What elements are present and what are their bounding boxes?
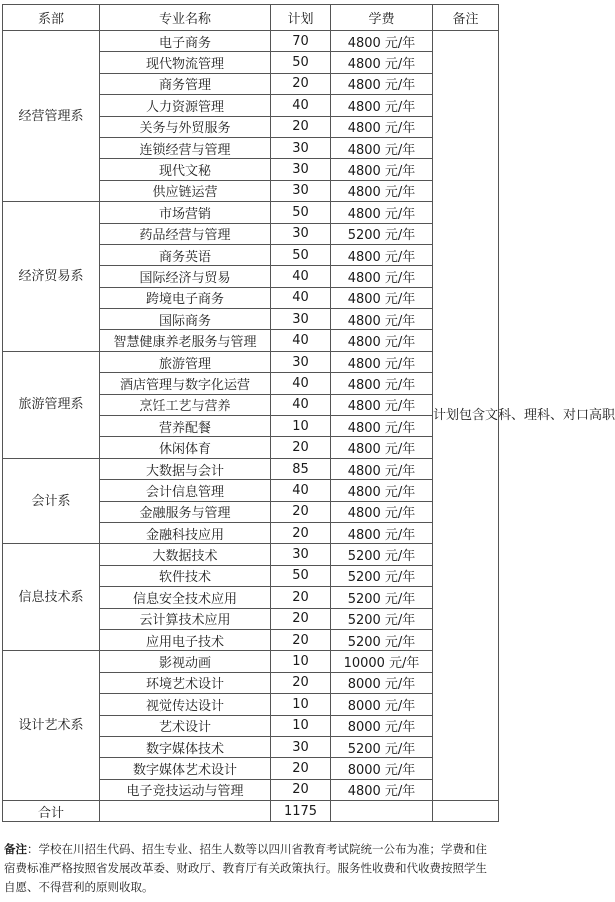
tuition-cell: 4800 元/年	[331, 180, 433, 201]
plan-cell: 30	[271, 309, 331, 330]
department-cell: 经营管理系	[3, 31, 100, 202]
tuition-cell: 5200 元/年	[331, 544, 433, 565]
plan-cell: 20	[271, 73, 331, 94]
major-cell: 软件技术	[100, 565, 271, 586]
major-cell: 跨境电子商务	[100, 287, 271, 308]
department-cell: 会计系	[3, 458, 100, 544]
tuition-cell: 4800 元/年	[331, 159, 433, 180]
major-cell: 金融服务与管理	[100, 501, 271, 522]
tuition-cell: 4800 元/年	[331, 394, 433, 415]
plan-cell: 20	[271, 629, 331, 650]
tuition-cell: 4800 元/年	[331, 52, 433, 73]
plan-cell: 50	[271, 52, 331, 73]
major-cell: 应用电子技术	[100, 629, 271, 650]
plan-cell: 10	[271, 651, 331, 672]
header-department: 系部	[3, 5, 100, 31]
major-cell: 数字媒体技术	[100, 736, 271, 757]
department-cell: 信息技术系	[3, 544, 100, 651]
major-cell: 商务管理	[100, 73, 271, 94]
plan-cell: 20	[271, 522, 331, 543]
plan-cell: 20	[271, 501, 331, 522]
tuition-cell: 4800 元/年	[331, 31, 433, 52]
total-remark-empty	[433, 801, 499, 822]
plan-cell: 40	[271, 330, 331, 351]
footnote-text: ：学校在川招生代码、招生专业、招生人数等以四川省教育考试院统一公布为准；学费和住宿费标准严格按照省发展改革委、财政厅、教育厅有关政策执行。服务性收费和代收费按照学生自愿、不得营利的原则收取。	[4, 842, 487, 894]
header-row	[3, 5, 499, 31]
plan-cell: 50	[271, 565, 331, 586]
tuition-cell: 4800 元/年	[331, 522, 433, 543]
tuition-cell: 4800 元/年	[331, 73, 433, 94]
major-cell: 酒店管理与数字化运营	[100, 373, 271, 394]
table-row	[3, 351, 499, 372]
plan-cell: 40	[271, 287, 331, 308]
major-cell: 药品经营与管理	[100, 223, 271, 244]
tuition-cell: 4800 元/年	[331, 244, 433, 265]
tuition-cell: 8000 元/年	[331, 694, 433, 715]
tuition-cell: 5200 元/年	[331, 223, 433, 244]
plan-cell: 30	[271, 351, 331, 372]
tuition-cell: 8000 元/年	[331, 758, 433, 779]
plan-cell: 10	[271, 416, 331, 437]
major-cell: 电子商务	[100, 31, 271, 52]
major-cell: 休闲体育	[100, 437, 271, 458]
plan-cell: 10	[271, 694, 331, 715]
major-cell: 供应链运营	[100, 180, 271, 201]
plan-cell: 40	[271, 394, 331, 415]
tuition-cell: 4800 元/年	[331, 480, 433, 501]
plan-cell: 10	[271, 715, 331, 736]
major-cell: 关务与外贸服务	[100, 116, 271, 137]
tuition-cell: 4800 元/年	[331, 351, 433, 372]
tuition-cell: 4800 元/年	[331, 779, 433, 800]
plan-cell: 50	[271, 202, 331, 223]
major-cell: 市场营销	[100, 202, 271, 223]
tuition-cell: 5200 元/年	[331, 608, 433, 629]
plan-cell: 85	[271, 458, 331, 479]
tuition-cell: 4800 元/年	[331, 330, 433, 351]
table-row	[3, 544, 499, 565]
tuition-cell: 4800 元/年	[331, 437, 433, 458]
header-tuition: 学费	[331, 5, 433, 31]
major-cell: 连锁经营与管理	[100, 137, 271, 158]
tuition-cell: 5200 元/年	[331, 587, 433, 608]
plan-cell: 20	[271, 587, 331, 608]
table-row	[3, 202, 499, 223]
total-tuition-empty	[331, 801, 433, 822]
tuition-cell: 4800 元/年	[331, 416, 433, 437]
major-cell: 现代物流管理	[100, 52, 271, 73]
tuition-cell: 4800 元/年	[331, 137, 433, 158]
plan-cell: 20	[271, 437, 331, 458]
tuition-cell: 5200 元/年	[331, 565, 433, 586]
table-body	[3, 31, 615, 822]
enrollment-plan-table	[2, 4, 615, 822]
major-cell: 商务英语	[100, 244, 271, 265]
tuition-cell: 8000 元/年	[331, 715, 433, 736]
tuition-cell: 4800 元/年	[331, 116, 433, 137]
plan-cell: 30	[271, 180, 331, 201]
major-cell: 烹饪工艺与营养	[100, 394, 271, 415]
tuition-cell: 4800 元/年	[331, 373, 433, 394]
plan-cell: 20	[271, 672, 331, 693]
plan-cell: 40	[271, 95, 331, 116]
department-cell: 设计艺术系	[3, 651, 100, 801]
tuition-cell: 4800 元/年	[331, 202, 433, 223]
total-label: 合计	[3, 801, 100, 822]
major-cell: 信息安全技术应用	[100, 587, 271, 608]
major-cell: 现代文秘	[100, 159, 271, 180]
major-cell: 国际经济与贸易	[100, 266, 271, 287]
major-cell: 数字媒体艺术设计	[100, 758, 271, 779]
plan-cell: 30	[271, 159, 331, 180]
major-cell: 大数据技术	[100, 544, 271, 565]
plan-cell: 20	[271, 779, 331, 800]
header-remark: 备注	[433, 5, 499, 31]
major-cell: 旅游管理	[100, 351, 271, 372]
plan-cell: 50	[271, 244, 331, 265]
plan-cell: 30	[271, 137, 331, 158]
major-cell: 电子竞技运动与管理	[100, 779, 271, 800]
plan-cell: 40	[271, 266, 331, 287]
department-cell: 旅游管理系	[3, 351, 100, 458]
major-cell: 艺术设计	[100, 715, 271, 736]
plan-cell: 40	[271, 480, 331, 501]
major-cell: 大数据与会计	[100, 458, 271, 479]
tuition-cell: 5200 元/年	[331, 629, 433, 650]
major-cell: 环境艺术设计	[100, 672, 271, 693]
plan-cell: 30	[271, 223, 331, 244]
table-row	[3, 458, 499, 479]
table-row	[3, 31, 499, 52]
major-cell: 国际商务	[100, 309, 271, 330]
tuition-cell: 4800 元/年	[331, 287, 433, 308]
footnote-label: 备注	[4, 842, 27, 856]
major-cell: 人力资源管理	[100, 95, 271, 116]
tuition-cell: 4800 元/年	[331, 501, 433, 522]
plan-cell: 20	[271, 608, 331, 629]
tuition-cell: 4800 元/年	[331, 95, 433, 116]
plan-cell: 70	[271, 31, 331, 52]
major-cell: 金融科技应用	[100, 522, 271, 543]
tuition-cell: 8000 元/年	[331, 672, 433, 693]
plan-cell: 20	[271, 116, 331, 137]
tuition-cell: 5200 元/年	[331, 736, 433, 757]
tuition-cell: 4800 元/年	[331, 309, 433, 330]
major-cell: 视觉传达设计	[100, 694, 271, 715]
remark-cell: 计划包含文科、理科、对口高职	[433, 31, 499, 801]
total-value: 1175	[271, 801, 331, 822]
plan-cell: 40	[271, 373, 331, 394]
plan-cell: 20	[271, 758, 331, 779]
tuition-cell: 4800 元/年	[331, 458, 433, 479]
plan-cell: 30	[271, 736, 331, 757]
total-row	[3, 801, 499, 822]
plan-cell: 30	[271, 544, 331, 565]
major-cell: 智慧健康养老服务与管理	[100, 330, 271, 351]
header-major: 专业名称	[100, 5, 271, 31]
total-major-empty	[100, 801, 271, 822]
header-plan: 计划	[271, 5, 331, 31]
tuition-cell: 10000 元/年	[331, 651, 433, 672]
major-cell: 营养配餐	[100, 416, 271, 437]
major-cell: 云计算技术应用	[100, 608, 271, 629]
table-row	[3, 651, 499, 672]
department-cell: 经济贸易系	[3, 202, 100, 352]
tuition-cell: 4800 元/年	[331, 266, 433, 287]
major-cell: 影视动画	[100, 651, 271, 672]
major-cell: 会计信息管理	[100, 480, 271, 501]
footnote	[4, 840, 496, 897]
